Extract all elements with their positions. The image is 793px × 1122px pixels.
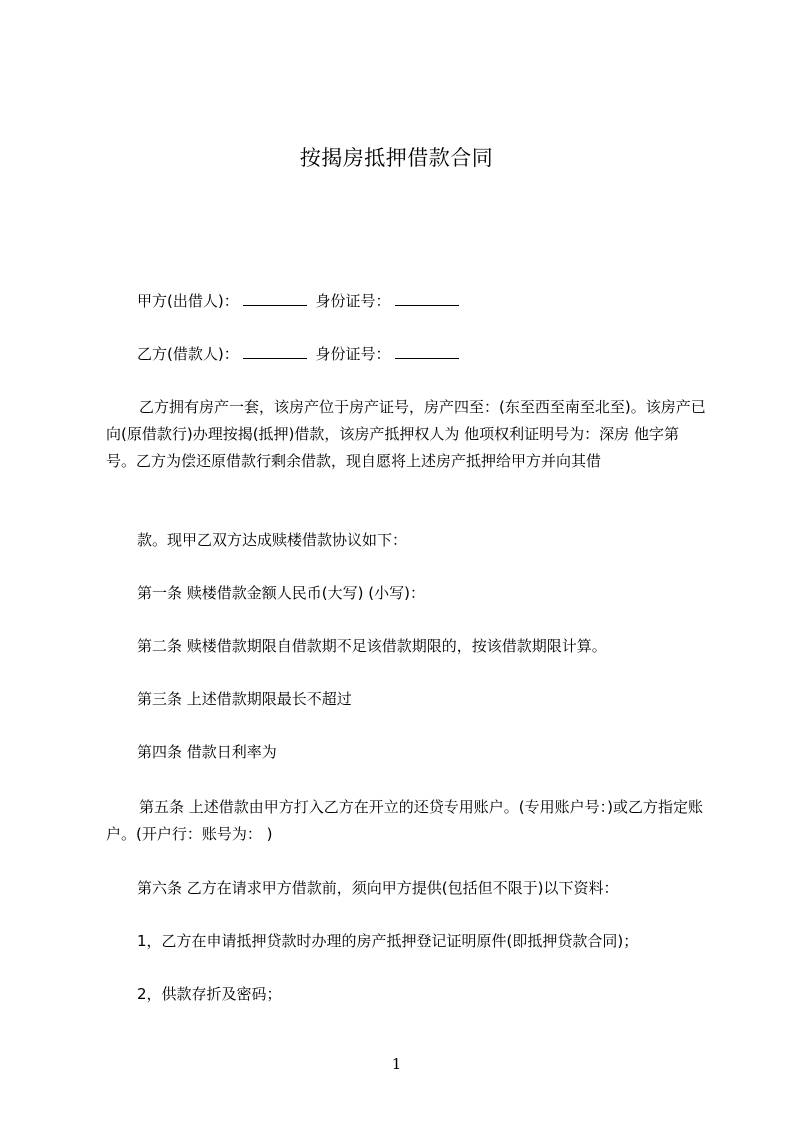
document-title: 按揭房抵押借款合同 (299, 146, 494, 170)
party-a-id-label: 身份证号： (315, 292, 391, 310)
list-item-1: 1，乙方在申请抵押贷款时办理的房产抵押登记证明原件(即抵押贷款合同)； (137, 932, 639, 950)
article-5 (106, 794, 706, 848)
article-3: 第三条 上述借款期限最长不超过 (137, 690, 352, 708)
intro-paragraph (106, 394, 706, 475)
party-b-line (137, 344, 463, 364)
party-a-name-blank (243, 291, 307, 306)
party-b-name-blank (243, 344, 307, 359)
party-a-label: 甲方(出借人)： (137, 292, 239, 310)
party-b-id-label: 身份证号： (315, 345, 391, 363)
party-a-id-blank (395, 291, 459, 306)
party-a-line (137, 291, 463, 311)
intro-text: 乙方拥有房产一套，该房产位于房产证号，房产四至：(东至西至南至北至)。该房产已向(原借款行)办理按揭(抵押)借款，该房产抵押权人为 他项权利证明号为：深房 他字第 号。乙方为偿还原借款行剩余借款，现自愿将上述房产抵押给甲方并向其借 (106, 398, 706, 470)
article-6: 第六条 乙方在请求甲方借款前，须向甲方提供(包括但不限于)以下资料： (137, 879, 619, 897)
page-number: 1 (391, 1055, 402, 1073)
article-1: 第一条 赎楼借款金额人民币(大写) (小写)： (137, 584, 425, 602)
article-2: 第二条 赎楼借款期限自借款期不足该借款期限的，按该借款期限计算。 (137, 637, 607, 655)
article-4: 第四条 借款日利率为 (137, 743, 277, 761)
list-item-2: 2，供款存折及密码； (137, 985, 282, 1003)
article-5-text: 第五条 上述借款由甲方打入乙方在开立的还贷专用账户。(专用账户号：)或乙方指定账户。(开户行：账号为： ) (106, 798, 703, 843)
party-b-id-blank (395, 344, 459, 359)
intro-continuation: 款。现甲乙双方达成赎楼借款协议如下： (137, 531, 408, 549)
party-b-label: 乙方(借款人)： (137, 345, 239, 363)
